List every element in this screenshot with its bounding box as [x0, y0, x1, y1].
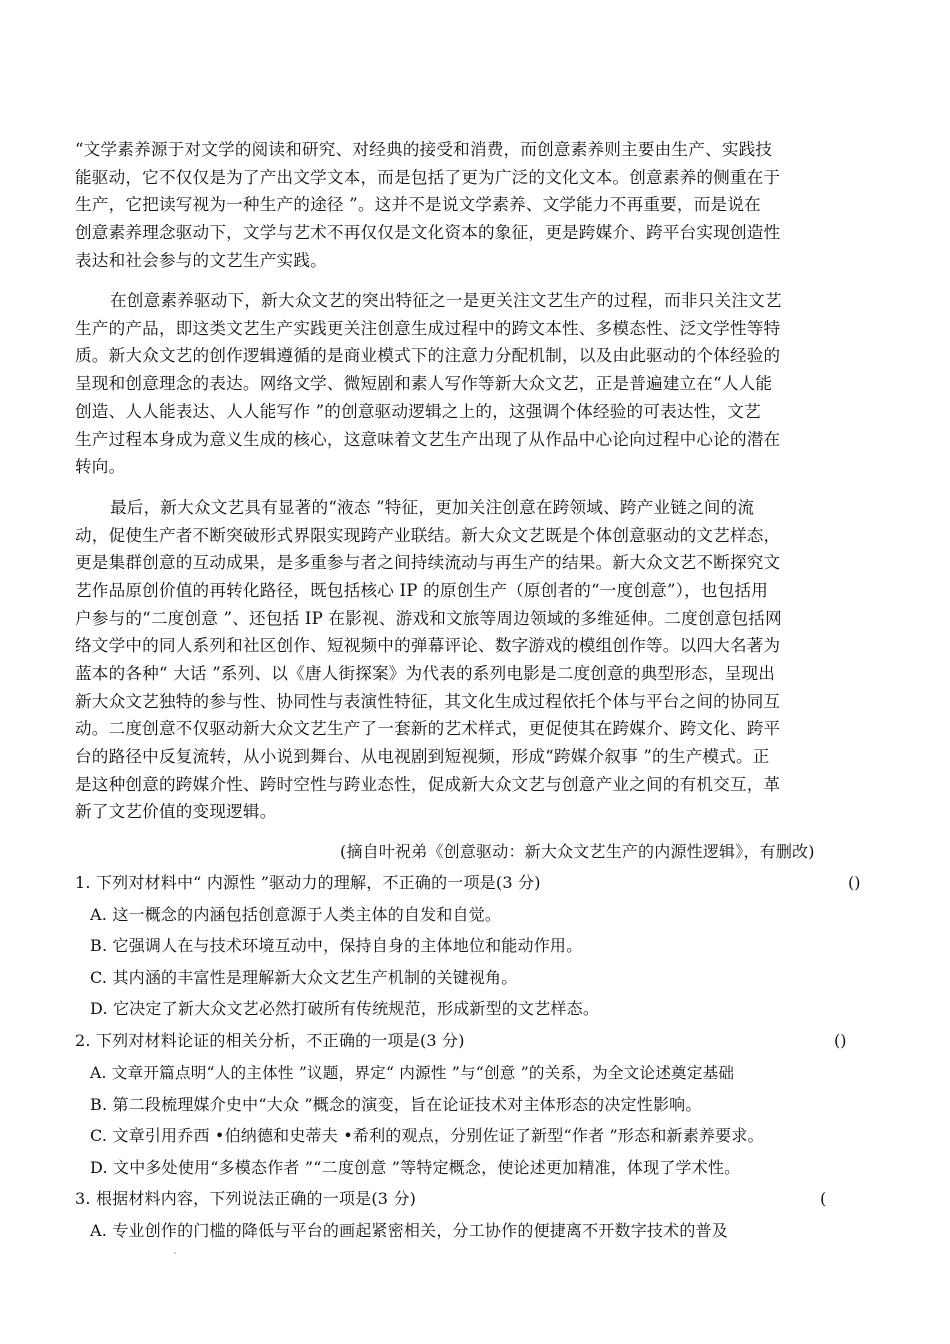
option-b: B. 它强调人在与技术环境互动中，保持自身的主体地位和能动作用。 — [90, 936, 583, 955]
paragraph-line: 络文学中的同人系列和社区创作、短视频中的弹幕评论、数字游戏的模组创作等。以四大名著为 — [75, 636, 781, 655]
option-d: D. 它决定了新大众文艺必然打破所有传统规范，形成新型的文艺样态。 — [90, 999, 600, 1018]
option-c: C. 文章引用乔西 •伯纳德和史蒂夫 •希利的观点，分别佐证了新型“作者 ”形态和新素养要求。 — [90, 1126, 764, 1145]
paragraph-line: 是这种创意的跨媒介性、跨时空性与跨业态性，促成新大众文艺与创意产业之间的有机交互，革 — [75, 775, 781, 794]
paragraph-line: 台的路径中反复流转，从小说到舞台、从电视剧到短视频，形成“跨媒介叙事 ”的生产模式。正 — [75, 747, 770, 766]
paragraph-line: 转向。 — [75, 457, 126, 476]
source-citation: (摘自叶祝弟《创意驱动：新大众文艺生产的内源性逻辑》，有删改) — [340, 842, 815, 861]
paragraph-line: 生产，它把读写视为一种生产的途径 ”。这并不是说文学素养、文学能力不再重要，而是说在 — [75, 195, 761, 214]
question-stem: 1. 下列对材料中“ 内源性 ”驱动力的理解，不正确的一项是(3 分) — [75, 873, 541, 892]
paragraph-line: 生产的产品，即这类文艺生产实践更关注创意生成过程中的跨文本性、多模态性、泛文学性等特 — [75, 319, 781, 338]
question-stem: 2. 下列对材料论证的相关分析，不正确的一项是(3 分) — [75, 1031, 465, 1050]
option-d: D. 文中多处使用“多模态作者 ”“二度创意 ”等特定概念，使论述更加精准，体现了学术性。 — [90, 1158, 741, 1177]
option-a: A. 这一概念的内涵包括创意源于人类主体的自发和自觉。 — [90, 905, 502, 924]
paragraph-line: 蓝本的各种“ 大话 ”系列、以《唐人街探案》为代表的系列电影是二度创意的典型形态，呈现出 — [75, 664, 776, 683]
paragraph-line: 新大众文艺独特的参与性、协同性与表演性特征，其文化生成过程依托个体与平台之间的协同互 — [75, 692, 781, 711]
option-c: C. 其内涵的丰富性是理解新大众文艺生产机制的关键视角。 — [90, 968, 518, 987]
paragraph-line: 能驱动，它不仅仅是为了产出文学文本，而是包括了更为广泛的文化文本。创意素养的侧重在于 — [75, 168, 781, 187]
answer-paren[interactable]: () — [834, 1031, 847, 1050]
answer-paren[interactable]: () — [848, 873, 861, 892]
paragraph-line: 更是集群创意的互动成果，是多重参与者之间持续流动与再生产的结果。新大众文艺不断探究文 — [75, 553, 781, 572]
paragraph-line: 生产过程本身成为意义生成的核心，这意味着文艺生产出现了从作品中心论向过程中心论的潜在 — [75, 430, 781, 449]
paragraph-line: 质。新大众文艺的创作逻辑遵循的是商业模式下的注意力分配机制，以及由此驱动的个体经验的 — [75, 346, 781, 365]
paragraph-line: 动，促使生产者不断突破形式界限实现跨产业联结。新大众文艺既是个体创意驱动的文艺样态， — [75, 526, 781, 545]
option-a: A. 文章开篇点明“人的主体性 ”议题，界定“ 内源性 ”与“创意 ”的关系，为全文论述奠定基础 — [90, 1064, 735, 1082]
paragraph-line: 户参与的“二度创意 ”、还包括 IP 在影视、游戏和文旅等周边领域的多维延伸。二度创意包括网 — [75, 609, 782, 628]
paragraph-line: 在创意素养驱动下，新大众文艺的突出特征之一是更关注文艺生产的过程，而非只关注文艺 — [110, 291, 782, 310]
option-a: A. 专业创作的门槛的降低与平台的画起紧密相关，分工协作的便捷离不开数字技术的普及 — [90, 1221, 728, 1240]
paragraph-line: 动。二度创意不仅驱动新大众文艺生产了一套新的艺术样式，更促使其在跨媒介、跨文化、跨平 — [75, 719, 781, 738]
question-stem: 3. 根据材料内容，下列说法正确的一项是(3 分) — [75, 1189, 417, 1208]
paragraph-line: 呈现和创意理念的表达。网络文学、微短剧和素人写作等新大众文艺，正是普遍建立在“人人能 — [75, 374, 773, 393]
scan-speck — [174, 1252, 176, 1254]
paragraph-line: 创造、人人能表达、人人能写作 ”的创意驱动逻辑之上的，这强调个体经验的可表达性，文艺 — [75, 402, 761, 421]
answer-paren[interactable]: ( — [820, 1189, 827, 1208]
paragraph-line: “文学素养源于对文学的阅读和研究、对经典的接受和消费，而创意素养则主要由生产、实践技 — [75, 140, 773, 159]
option-b: B. 第二段梳理媒介史中“大众 ”概念的演变，旨在论证技术对主体形态的决定性影响。 — [90, 1095, 702, 1114]
paragraph-line: 艺作品原创价值的再转化路径，既包括核心 IP 的原创生产（原创者的“一度创意”），也包括用 — [75, 581, 769, 600]
paragraph-line: 表达和社会参与的文艺生产实践。 — [75, 251, 327, 270]
paragraph-line: 创意素养理念驱动下，文学与艺术不再仅仅是文化资本的象征，更是跨媒介、跨平台实现创造性 — [75, 223, 781, 242]
paragraph-line: 最后，新大众文艺具有显著的“液态 ”特征，更加关注创意在跨领域、跨产业链之间的流 — [110, 498, 755, 517]
paragraph-line: 新了文艺价值的变现逻辑。 — [75, 802, 277, 821]
